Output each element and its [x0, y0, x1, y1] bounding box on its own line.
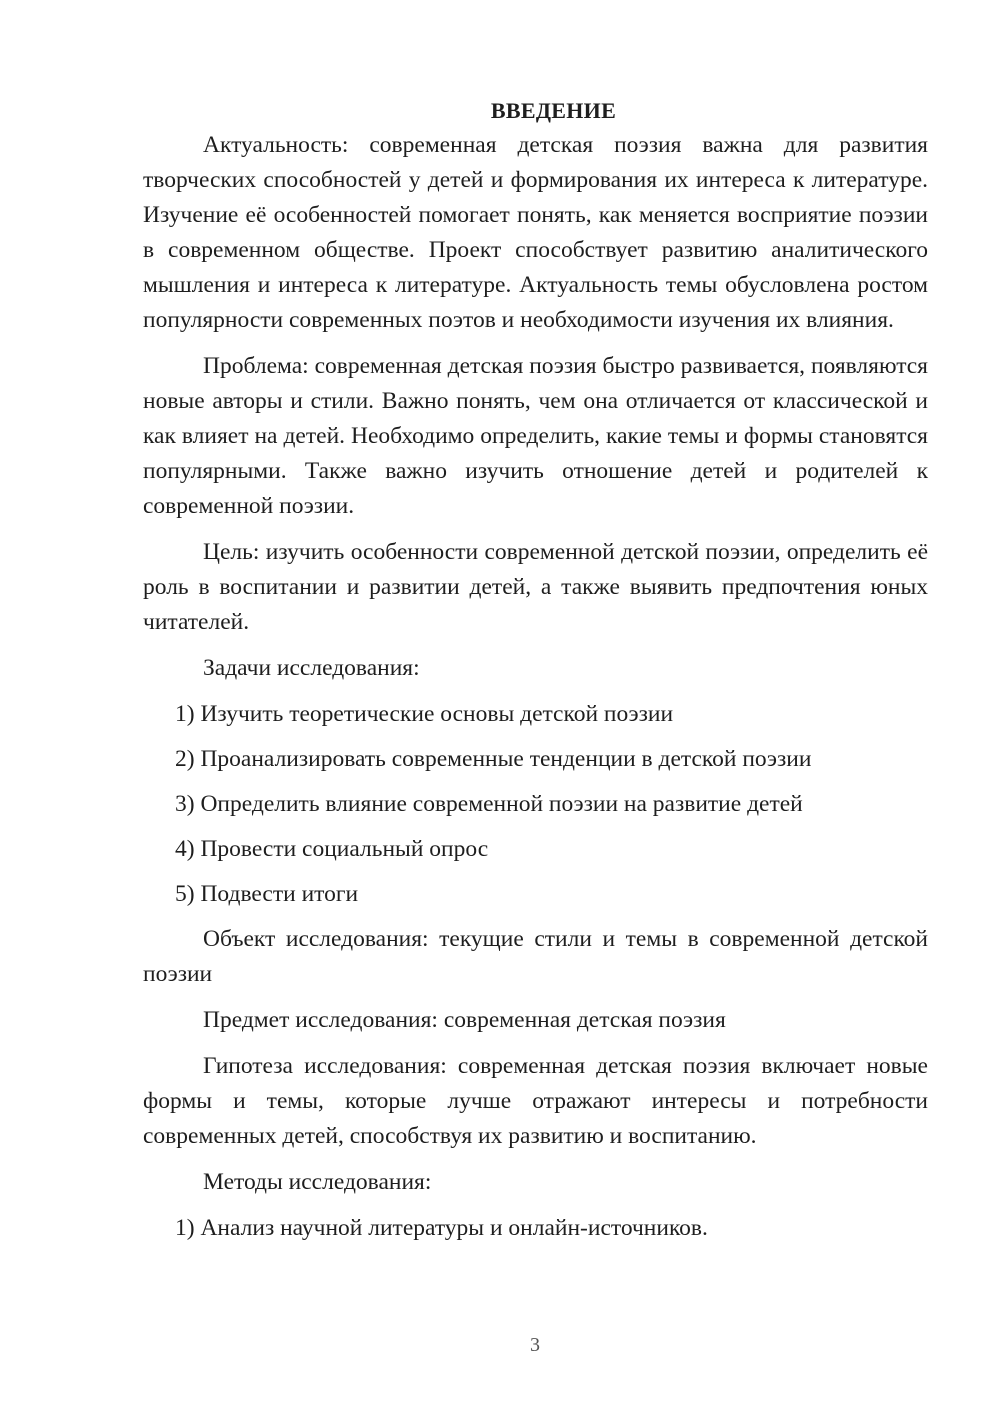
document-page: [143, 93, 928, 1256]
methods-heading: Методы исследования:: [203, 1169, 432, 1195]
method-item: 1) Анализ научной литературы и онлайн-источников.: [175, 1215, 708, 1241]
relevance-paragraph: Актуальность: современная детская поэзия важна для развития творческих способностей у детей и формирования их интереса к литературе. Изучение её особенностей помогает понять, как меняется восприятие поэзии в современном обществе. Проект способствует развитию аналитического мышления и интереса к литературе. Актуальность темы обусловлена ростом популярности современных поэтов и необходимости изучения их влияния.: [143, 132, 928, 333]
page-title: ВВЕДЕНИЕ: [490, 98, 617, 123]
page-number: 3: [530, 1334, 540, 1356]
goal-paragraph: Цель: изучить особенности современной детской поэзии, определить её роль в воспитании и развитии детей, а также выявить предпочтения юных читателей.: [143, 539, 928, 635]
subject-paragraph: Предмет исследования: современная детская поэзия: [203, 1007, 726, 1033]
hypothesis-paragraph: Гипотеза исследования: современная детская поэзия включает новые формы и темы, которые лучше отражают интересы и потребности современных детей, способствуя их развитию и воспитанию.: [143, 1053, 928, 1149]
problem-paragraph: Проблема: современная детская поэзия быстро развивается, появляются новые авторы и стили. Важно понять, чем она отличается от классической и как влияет на детей. Необходимо определить, какие темы и формы становятся популярными. Также важно изучить отношение детей и родителей к современной поэзии.: [143, 353, 928, 519]
task-item: 4) Провести социальный опрос: [175, 836, 489, 862]
task-item: 3) Определить влияние современной поэзии на развитие детей: [175, 791, 803, 817]
object-paragraph: Объект исследования: текущие стили и темы в современной детской поэзии: [143, 926, 928, 987]
task-item: 5) Подвести итоги: [175, 881, 359, 907]
task-item: 2) Проанализировать современные тенденции в детской поэзии: [175, 746, 812, 772]
task-item: 1) Изучить теоретические основы детской поэзии: [175, 701, 674, 727]
tasks-heading: Задачи исследования:: [203, 655, 420, 681]
